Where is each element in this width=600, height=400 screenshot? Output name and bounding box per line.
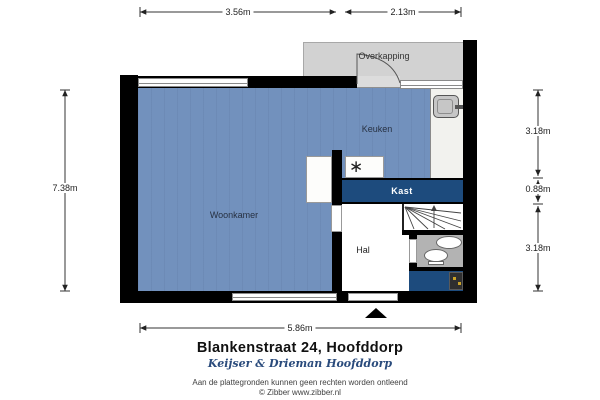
- dimension-right-mid: 0.88m: [522, 184, 553, 194]
- boiler-icon: [449, 272, 463, 290]
- entrance-arrow-icon: [365, 308, 387, 318]
- dimension-right-top: 3.18m: [522, 126, 553, 136]
- wall-right: [463, 40, 477, 303]
- sink-basin: [437, 99, 453, 114]
- wall-left: [120, 75, 138, 303]
- dimension-top-left: 3.56m: [222, 7, 253, 17]
- credit-text: © Zibber www.zibber.nl: [259, 388, 341, 397]
- stove-icon: ∗: [349, 156, 364, 176]
- overkapping-label: Overkapping: [358, 51, 410, 61]
- woonkamer-floor: [138, 178, 332, 291]
- kast-label: Kast: [391, 186, 413, 196]
- window-woonkamer-top: [138, 78, 248, 87]
- kitchen-sink-icon: [433, 95, 459, 118]
- disclaimer-text: Aan de plattegronden kunnen geen rechten worden ontleend: [192, 378, 408, 387]
- cooktop-counter: [345, 156, 384, 178]
- washbasin-icon: [436, 236, 462, 249]
- page-title: Blankenstraat 24, Hoofddorp: [196, 340, 404, 356]
- hal-label: Hal: [356, 245, 370, 255]
- door-woonkamer-hal: [331, 205, 342, 232]
- dimension-top-right: 2.13m: [387, 7, 418, 17]
- broker-name: Keijser & Drieman Hoofddorp: [207, 357, 393, 370]
- dimension-right-bottom: 3.18m: [522, 243, 553, 253]
- sink-faucet-icon: [455, 105, 463, 109]
- woonkamer-label: Woonkamer: [209, 210, 259, 220]
- toilet-tank-icon: [428, 261, 444, 265]
- front-door: [348, 293, 398, 301]
- keuken-label: Keuken: [361, 124, 393, 134]
- dimension-bottom: 5.86m: [284, 323, 315, 333]
- cabinet-woonkamer-side: [306, 156, 332, 203]
- door-toilet: [409, 239, 417, 263]
- window-woonkamer-bottom: [232, 293, 337, 301]
- wall-under-toilet: [409, 267, 463, 271]
- overkapping-door-threshold: [357, 76, 400, 88]
- window-keuken-top: [400, 80, 463, 89]
- staircase: [402, 204, 463, 230]
- dimension-left: 7.38m: [49, 183, 80, 193]
